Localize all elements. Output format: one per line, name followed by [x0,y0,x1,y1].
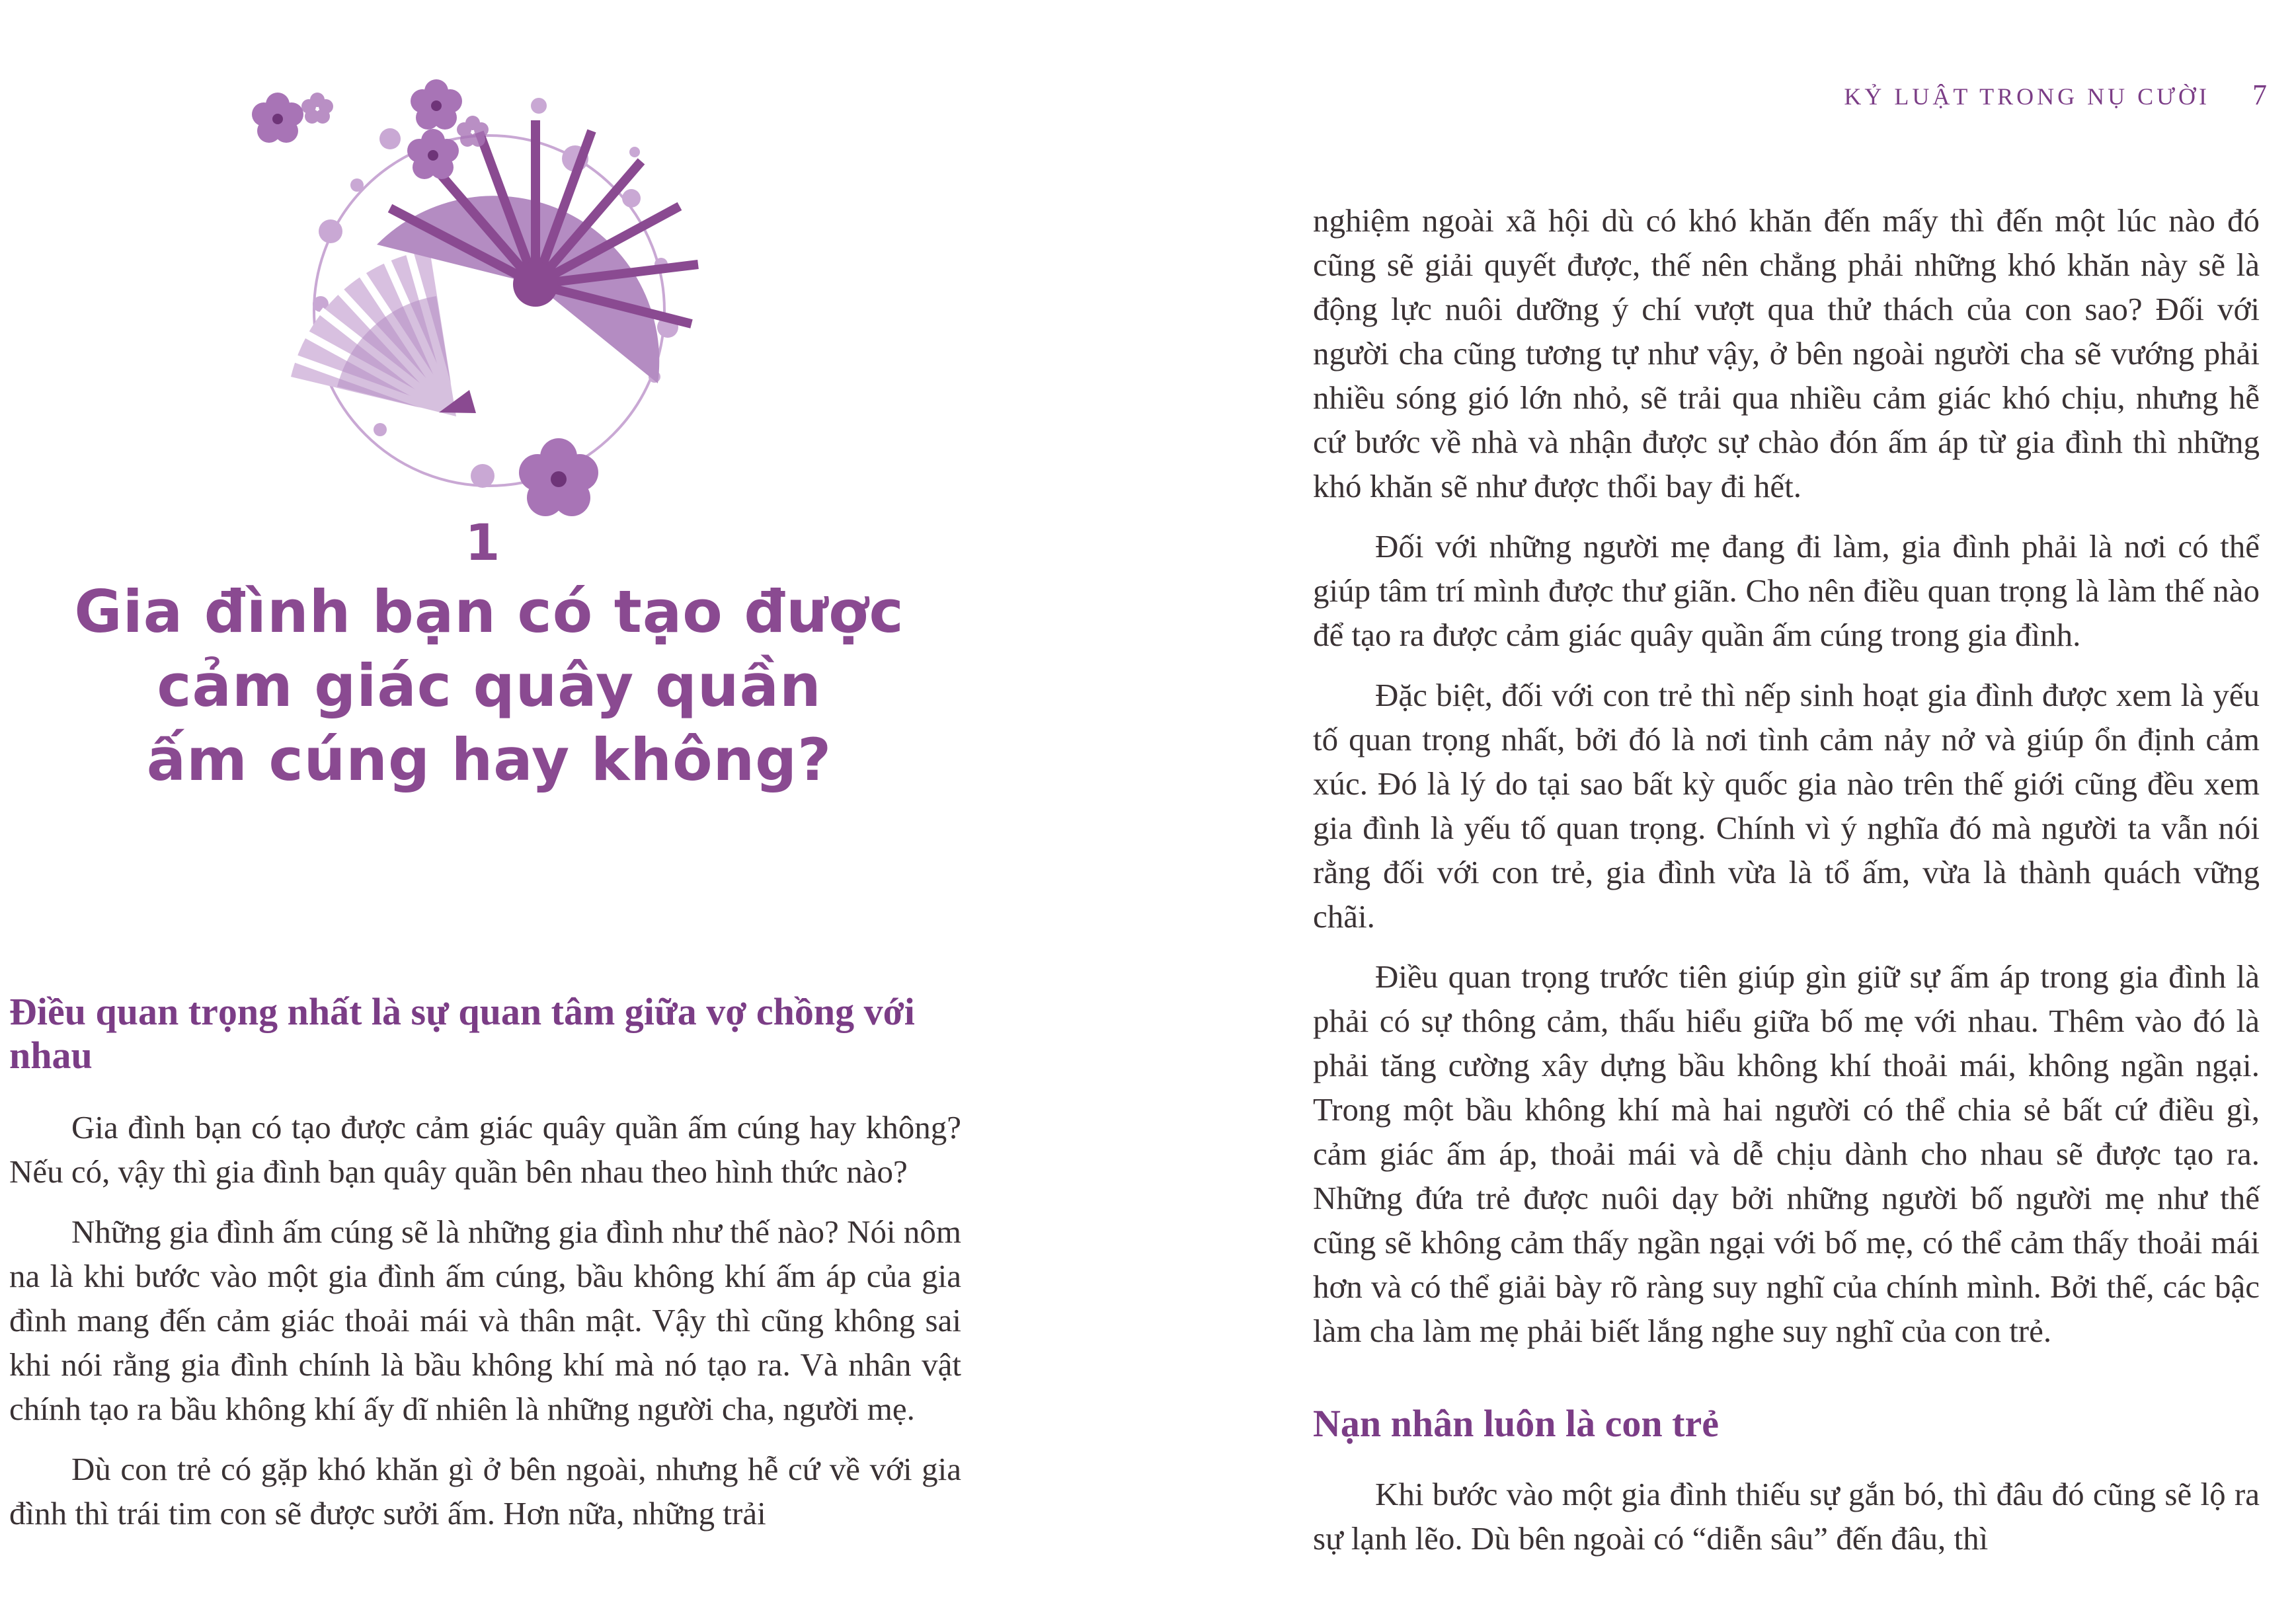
chapter-title-line: ấm cúng hay không? [146,726,832,794]
chapter-title-line: Gia đình bạn có tạo được [74,578,904,646]
paragraph: Đặc biệt, đối với con trẻ thì nếp sinh hoạt gia đình được xem là yếu tố quan trọng nhất, bởi đó là nơi tình cảm nảy nở và giúp ổn định cảm xúc. Đó là lý do tại sao bất kỳ quốc gia nào trên thế giới cũng đều xem gia đình là yếu tố quan trọng. Chính vì ý nghĩa đó mà người ta vẫn nói rằng đối với con trẻ, gia đình vừa là tổ ấm, vừa là thành quách vững chãi. [1313,677,2260,935]
right-body-text-after-heading [1313,1472,2260,1561]
section-heading: Điều quan trọng nhất là sự quan tâm giữa vợ chồng với nhau [9,990,915,1077]
paragraph: Gia đình bạn có tạo được cảm giác quây quần ấm cúng hay không? Nếu có, vậy thì gia đình bạn quây quần bên nhau theo hình thức nào? [9,1109,961,1190]
section-heading: Nạn nhân luôn là con trẻ [1313,1402,1719,1445]
right-column [1313,198,2260,1576]
left-body-text [9,1105,961,1551]
paragraph: Dù con trẻ có gặp khó khăn gì ở bên ngoài, nhưng hễ cứ về với gia đình thì trái tim con sẽ được sưởi ấm. Hơn nữa, những trải [9,1451,961,1531]
chapter-title [26,575,952,797]
page-number: 7 [2252,79,2267,111]
chapter-number: 1 [465,513,500,572]
right-body-text [1313,198,2260,1353]
running-header [1844,78,2267,112]
paragraph: Khi bước vào một gia đình thiếu sự gắn bó, thì đâu đó cũng sẽ lộ ra sự lạnh lẽo. Dù bên ngoài có “diễn sâu” đến đâu, thì [1313,1476,2260,1557]
paragraph: Đối với những người mẹ đang đi làm, gia đình phải là nơi có thể giúp tâm trí mình được thư giãn. Cho nên điều quan trọng là làm thế nào để tạo ra được cảm giác quây quần ấm cúng trong gia đình. [1313,528,2260,653]
paragraph: Điều quan trọng trước tiên giúp gìn giữ sự ấm áp trong gia đình là phải có sự thông cảm, thấu hiểu giữa bố mẹ với nhau. Thêm vào đó là phải tăng cường xây dựng bầu không khí thoải mái, không ngần ngại. Trong một bầu không khí mà hai người có thể chia sẻ bất cứ điều gì, cảm giác ấm áp, thoải mái và dễ chịu dành cho nhau sẽ được tạo ra. Những đứa trẻ được nuôi dạy bởi những người bố người mẹ như thế cũng sẽ không cảm thấy ngần ngại với bố mẹ, có thể cảm thấy thoải mái hơn và có thể giải bày rõ ràng suy nghĩ của chính mình. Bởi thế, các bậc làm cha làm mẹ phải biết lắng nghe suy nghĩ của con trẻ. [1313,958,2260,1349]
paragraph: Những gia đình ấm cúng sẽ là những gia đình như thế nào? Nói nôm na là khi bước vào một gia đình ấm cúng, bầu không khí ấm áp của gia đình mang đến cảm giác thoải mái và thân mật. Vậy thì cũng không sai khi nói rằng gia đình chính là bầu không khí mà nó tạo ra. Và nhân vật chính tạo ra bầu không khí ấy dĩ nhiên là những người cha, người mẹ. [9,1214,961,1427]
chapter-title-line: cảm giác quây quần [157,652,822,720]
paragraph-continuation: nghiệm ngoài xã hội dù có khó khăn đến mấy thì đến một lúc nào đó cũng sẽ giải quyết được, thế nên chẳng phải những khó khăn này sẽ là động lực nuôi dưỡng ý chí vượt qua thử thách của con sao? Đối với người cha cũng tương tự như vậy, ở bên ngoài người cha sẽ vướng phải nhiều sóng gió lớn nhỏ, sẽ trải qua nhiều cảm giác khó chịu, nhưng hễ cứ bước về nhà và nhận được sự chào đón ấm áp từ gia đình thì những khó khăn sẽ như được thổi bay đi hết. [1313,202,2260,504]
fan-and-blossom-icon [238,66,740,542]
right-page [1148,0,2296,1624]
running-title: KỶ LUẬT TRONG NỤ CƯỜI [1844,83,2210,110]
